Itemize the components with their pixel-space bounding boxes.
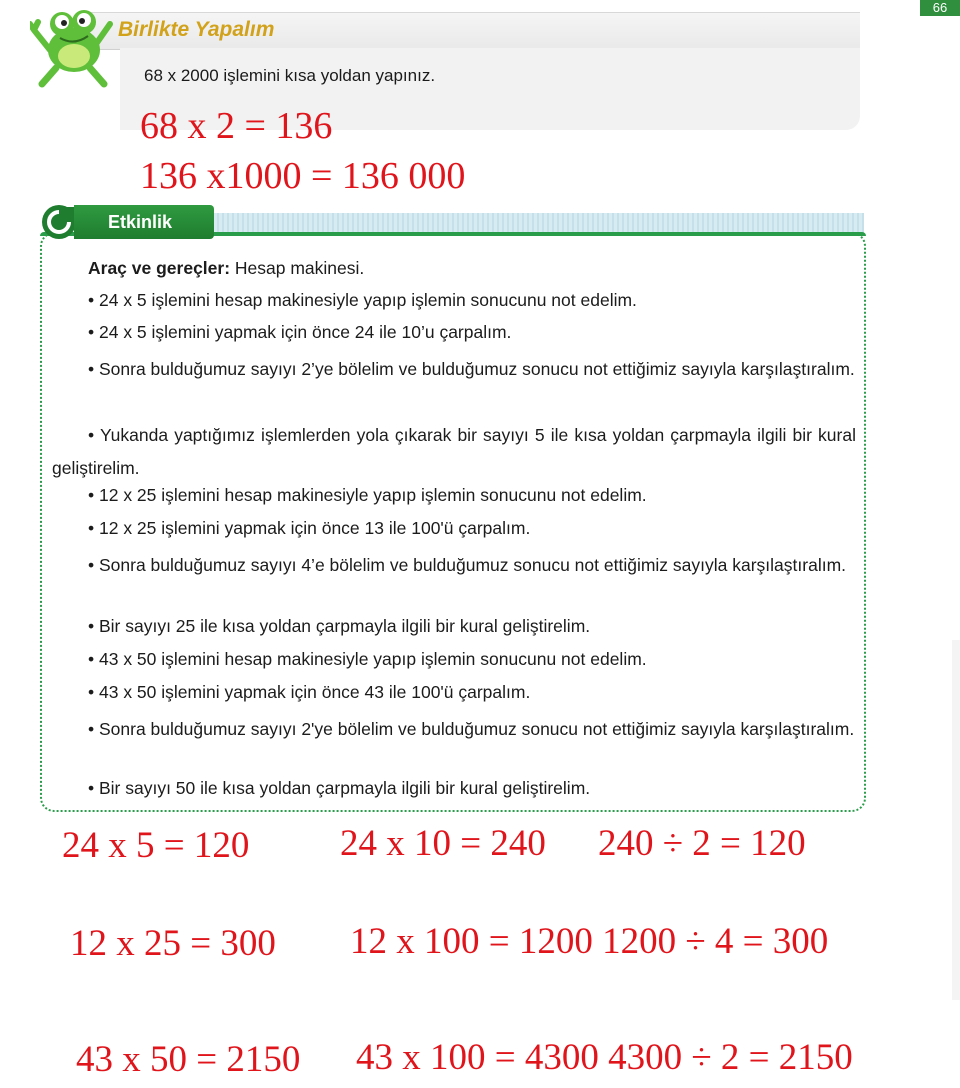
activity-item: • Yukanda yaptığımız işlemlerden yola çıkarak bir sayıyı 5 ile kısa yoldan çarpmayla ilgili bir kural geliştirelim. xyxy=(52,425,856,478)
activity-item: • Bir sayıyı 25 ile kısa yoldan çarpmayla ilgili bir kural geliştirelim. xyxy=(88,616,591,636)
frog-mascot-icon xyxy=(30,0,114,88)
activity-item: • Sonra bulduğumuz sayıyı 4’e bölelim ve bulduğumuz sonucu not ettiğimiz sayıyla karşılaştıralım. xyxy=(88,555,847,575)
page-number: 66 xyxy=(920,0,960,16)
answer-row3-a: 43 x 50 = 2150 xyxy=(76,1039,301,1080)
activity-item: • 12 x 25 işlemini yapmak için önce 13 ile 100'ü çarpalım. xyxy=(88,518,531,538)
activity-item: • 24 x 5 işlemini hesap makinesiyle yapıp işlemin sonucunu not edelim. xyxy=(88,290,637,310)
section-title: Birlikte Yapalım xyxy=(118,18,275,41)
answer-row1-c: 240 ÷ 2 = 120 xyxy=(598,823,806,864)
tools-value: Hesap makinesi. xyxy=(230,258,365,278)
answer-row2-a: 12 x 25 = 300 xyxy=(70,923,276,964)
activity-item: • 12 x 25 işlemini hesap makinesiyle yapıp işlemin sonucunu not edelim. xyxy=(88,485,647,505)
activity-circle-icon xyxy=(40,203,78,241)
activity-item: • Bir sayıyı 50 ile kısa yoldan çarpmayla ilgili bir kural geliştirelim. xyxy=(88,778,591,798)
activity-item: • 43 x 50 işlemini yapmak için önce 43 ile 100'ü çarpalım. xyxy=(88,682,531,702)
handwritten-line-2: 136 x1000 = 136 000 xyxy=(140,155,466,197)
activity-badge: Etkinlik xyxy=(74,205,214,239)
answer-row2-b: 12 x 100 = 1200 1200 ÷ 4 = 300 xyxy=(350,921,829,962)
task-text: 68 x 2000 işlemini kısa yoldan yapınız. xyxy=(144,66,436,85)
activity-item: • 43 x 50 işlemini hesap makinesiyle yapıp işlemin sonucunu not edelim. xyxy=(88,649,647,669)
handwritten-line-1: 68 x 2 = 136 xyxy=(140,105,333,147)
tools-line xyxy=(88,258,364,279)
activity-item: • Sonra bulduğumuz sayıyı 2'ye bölelim ve bulduğumuz sonucu not ettiğimiz sayıyla karşılaştıralım. xyxy=(88,719,855,739)
answer-row3-b: 43 x 100 = 4300 4300 ÷ 2 = 2150 xyxy=(356,1037,853,1078)
activity-item: • Sonra bulduğumuz sayıyı 2’ye bölelim ve bulduğumuz sonucu not ettiğimiz sayıyla karşılaştıralım. xyxy=(88,359,855,379)
answer-row1-b: 24 x 10 = 240 xyxy=(340,823,546,864)
tools-label: Araç ve gereçler: xyxy=(88,258,231,278)
activity-item: • 24 x 5 işlemini yapmak için önce 24 ile 10’u çarpalım. xyxy=(88,322,512,342)
answer-row1-a: 24 x 5 = 120 xyxy=(62,825,250,866)
page-edge-shadow xyxy=(952,640,960,1000)
